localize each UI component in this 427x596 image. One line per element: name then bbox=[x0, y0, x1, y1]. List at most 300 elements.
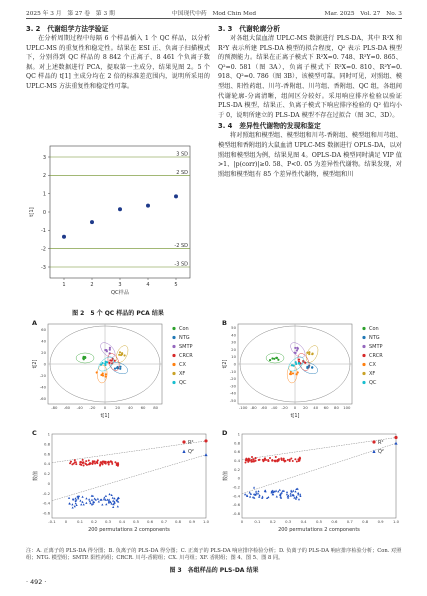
qc-sample-point bbox=[62, 235, 66, 239]
y-tick-label: 0.4 bbox=[43, 461, 50, 467]
legend-marker bbox=[172, 372, 175, 375]
x-tick-label: 0.1 bbox=[76, 519, 84, 524]
permuted-q2-point bbox=[74, 505, 76, 507]
y-tick-label: 3 bbox=[42, 154, 46, 161]
legend-label: CRCR bbox=[369, 353, 383, 359]
permuted-q2-point bbox=[294, 490, 296, 492]
y-tick-label: -1 bbox=[41, 228, 46, 235]
permuted-r2-point bbox=[287, 459, 289, 461]
original-q2-point bbox=[204, 453, 207, 456]
permuted-q2-point bbox=[94, 497, 96, 499]
legend-label: Q² bbox=[188, 449, 194, 455]
permuted-r2-point bbox=[108, 464, 110, 466]
legend-marker bbox=[362, 327, 365, 330]
legend-marker bbox=[172, 327, 175, 330]
legend-marker bbox=[172, 381, 175, 384]
y-tick-label: -0.6 bbox=[42, 510, 50, 516]
permuted-r2-point bbox=[247, 459, 249, 461]
y-tick-label: 0.6 bbox=[233, 449, 240, 455]
x-axis-label: QC样品 bbox=[110, 290, 130, 296]
permuted-q2-point bbox=[117, 505, 119, 507]
permuted-r2-point bbox=[244, 462, 246, 464]
permuted-q2-point bbox=[71, 503, 73, 505]
figure-3c-positive-permutation-test bbox=[30, 428, 212, 538]
x-tick-label: -0.1 bbox=[48, 519, 56, 524]
x-tick-label: -80 bbox=[51, 405, 58, 410]
permuted-q2-point bbox=[79, 500, 81, 502]
legend-label: QC bbox=[369, 380, 377, 386]
x-tick-label: 0.9 bbox=[377, 519, 384, 524]
figure-3b-negative-score-plot bbox=[220, 318, 402, 424]
permuted-r2-point bbox=[263, 459, 265, 461]
y-tick-label: 0.6 bbox=[43, 451, 50, 457]
x-tick-label: 0.2 bbox=[269, 519, 276, 524]
permuted-q2-point bbox=[108, 499, 110, 501]
permuted-r2-point bbox=[111, 461, 113, 463]
x-tick-label: 1.0 bbox=[392, 519, 400, 524]
x-tick-label: 40 bbox=[127, 405, 133, 410]
x-tick-label: -100 bbox=[238, 405, 248, 410]
permuted-r2-point bbox=[84, 462, 86, 464]
legend-label: CX bbox=[369, 362, 376, 368]
legend-label: CX bbox=[179, 362, 186, 368]
x-tick-label: 0 bbox=[240, 519, 244, 524]
legend-marker bbox=[362, 363, 365, 366]
x-tick-label: -40 bbox=[76, 405, 83, 410]
sample-score-point bbox=[109, 349, 111, 351]
y-tick-label: -0.4 bbox=[232, 493, 240, 499]
section-heading-3-4: 3. 4 差异性代谢物的发现和鉴定 bbox=[218, 122, 321, 131]
x-axis-label: t[1] bbox=[100, 413, 110, 419]
y-tick-label: 0 bbox=[47, 480, 50, 486]
sample-score-point bbox=[296, 349, 298, 351]
x-axis-label: 200 permutations 2 components bbox=[88, 527, 170, 533]
qc-sample-point bbox=[118, 207, 122, 211]
permuted-q2-point bbox=[75, 502, 77, 504]
y-tick-label: -3 bbox=[41, 264, 46, 271]
sample-score-point bbox=[108, 362, 110, 364]
sd-line-label: 3 SD bbox=[176, 151, 188, 158]
panel-letter: B bbox=[222, 319, 227, 327]
sample-score-point bbox=[104, 362, 106, 364]
y-axis-label: t[1] bbox=[29, 207, 35, 217]
plot-frame bbox=[242, 434, 396, 518]
legend-label: XF bbox=[369, 371, 376, 377]
permuted-q2-point bbox=[249, 491, 251, 493]
right-column bbox=[218, 24, 402, 179]
permuted-r2-point bbox=[85, 460, 87, 462]
header-journal-issue: 2025 年 3 月 第 27 卷 第 3 期 bbox=[26, 11, 115, 17]
legend-marker bbox=[362, 345, 365, 348]
permuted-r2-point bbox=[284, 460, 286, 462]
legend-marker bbox=[362, 372, 365, 375]
permuted-q2-point bbox=[81, 496, 83, 498]
permuted-q2-point bbox=[112, 506, 114, 508]
permuted-q2-point bbox=[244, 493, 246, 495]
permuted-r2-point bbox=[69, 462, 71, 464]
sample-score-point bbox=[106, 361, 108, 363]
y-tick-label: -20 bbox=[39, 372, 46, 378]
x-tick-label: 80 bbox=[334, 405, 339, 410]
permuted-q2-point bbox=[97, 498, 99, 500]
y-tick-label: 0.8 bbox=[43, 441, 50, 447]
x-tick-label: 0.8 bbox=[174, 519, 182, 524]
permuted-q2-point bbox=[249, 496, 251, 498]
permuted-r2-point bbox=[82, 459, 84, 461]
x-tick-label: 3 bbox=[118, 282, 122, 288]
permuted-q2-point bbox=[290, 495, 292, 497]
permuted-r2-point bbox=[94, 462, 96, 464]
x-tick-label: 1.0 bbox=[202, 519, 210, 524]
legend-marker bbox=[172, 363, 175, 366]
permuted-q2-point bbox=[286, 491, 288, 493]
legend-label: Q² bbox=[378, 449, 384, 455]
section-heading-3-3: 3. 3 代谢轮廓分析 bbox=[218, 25, 280, 33]
x-tick-label: -20 bbox=[281, 405, 288, 410]
sample-score-point bbox=[294, 352, 296, 354]
x-tick-label: 80 bbox=[153, 405, 159, 410]
permuted-q2-point bbox=[85, 502, 87, 504]
sample-score-point bbox=[84, 356, 86, 358]
sample-score-point bbox=[119, 366, 121, 368]
q2-regression-line bbox=[242, 443, 396, 493]
sd-line-label: -2 SD bbox=[174, 243, 188, 250]
x-tick-label: 0.3 bbox=[104, 519, 112, 524]
sample-score-point bbox=[290, 373, 292, 375]
sample-score-point bbox=[105, 373, 107, 375]
permuted-r2-point bbox=[297, 458, 299, 460]
y-tick-label: 0 bbox=[233, 361, 236, 367]
permuted-r2-point bbox=[117, 465, 119, 467]
permuted-r2-point bbox=[92, 460, 94, 462]
y-tick-label: 40 bbox=[231, 332, 236, 338]
x-tick-label: 20 bbox=[302, 405, 308, 410]
y-tick-label: 0.2 bbox=[43, 471, 50, 477]
y-tick-label: 20 bbox=[231, 346, 236, 352]
y-axis-label: t[2] bbox=[32, 359, 38, 369]
sample-score-point bbox=[294, 347, 296, 349]
permuted-r2-point bbox=[92, 462, 94, 464]
panel-letter: D bbox=[222, 429, 228, 437]
permuted-r2-point bbox=[281, 459, 283, 461]
permuted-r2-point bbox=[278, 458, 280, 460]
permuted-q2-point bbox=[81, 501, 83, 503]
y-tick-label: -60 bbox=[39, 395, 46, 401]
permuted-r2-point bbox=[252, 458, 254, 460]
legend-marker bbox=[362, 381, 365, 384]
legend-label: SMTP bbox=[369, 344, 383, 350]
permuted-q2-point bbox=[290, 493, 292, 495]
permuted-q2-point bbox=[105, 503, 107, 505]
permuted-r2-point bbox=[290, 457, 292, 459]
sample-score-point bbox=[273, 358, 275, 360]
permuted-q2-point bbox=[101, 503, 103, 505]
permuted-q2-point bbox=[83, 503, 85, 505]
x-tick-label: 0.9 bbox=[188, 519, 196, 524]
permuted-q2-point bbox=[259, 494, 261, 496]
legend-label: Con bbox=[179, 326, 189, 332]
permuted-q2-point bbox=[253, 486, 255, 488]
panel-letter: C bbox=[32, 429, 37, 437]
permuted-r2-point bbox=[283, 458, 285, 460]
y-tick-label: -50 bbox=[229, 397, 236, 403]
permuted-r2-point bbox=[292, 460, 294, 462]
sample-score-point bbox=[269, 359, 271, 361]
sample-score-point bbox=[102, 374, 104, 376]
y-tick-label: 10 bbox=[231, 354, 236, 360]
section-heading-3-2: 3. 2 代谢组学方法学验证 bbox=[26, 25, 109, 33]
sample-score-point bbox=[105, 375, 107, 377]
original-q2-point bbox=[394, 442, 397, 445]
sample-score-point bbox=[123, 354, 125, 356]
sample-score-point bbox=[292, 372, 294, 374]
permuted-q2-point bbox=[78, 495, 80, 497]
y-tick-label: 30 bbox=[231, 339, 236, 345]
sample-score-point bbox=[82, 357, 84, 359]
y-tick-label: 0.2 bbox=[233, 466, 240, 472]
sample-score-point bbox=[105, 349, 107, 351]
sample-score-point bbox=[120, 354, 122, 356]
qc-sample-point bbox=[90, 220, 94, 224]
figure-3d-negative-permutation-test bbox=[220, 428, 402, 538]
x-tick-label: 1 bbox=[62, 282, 66, 288]
legend-label: XF bbox=[179, 371, 186, 377]
y-tick-label: 0.8 bbox=[233, 440, 240, 446]
permuted-r2-point bbox=[83, 465, 85, 467]
y-tick-label: -0.6 bbox=[232, 502, 240, 508]
permuted-r2-point bbox=[269, 457, 271, 459]
section-paragraph-3-2: 在分析周期过程中每隔 6 个样品插入 1 个 QC 样品，以分析 UPLC-MS 的重复性和稳定性。结果在 ESI 正、负离子扫描模式下，分别得到 QC 样品的 8 842 个正离子、8 461 个负离子数据。对上述数据进行 PCA，提取第一主成分，结果见图 2。5 个 QC 样品的 t[1] 主成分均在 2 倍的标准差范围内，说明所采用的 UPLC-MS 方法重复性和稳定性可靠。 bbox=[26, 35, 210, 90]
x-tick-label: 5 bbox=[174, 282, 178, 288]
sample-score-point bbox=[277, 359, 279, 361]
permuted-r2-point bbox=[296, 460, 298, 462]
permuted-q2-point bbox=[74, 497, 76, 499]
legend-marker bbox=[362, 336, 365, 339]
header-journal-name: 中国现代中药 Mod Chin Med bbox=[171, 11, 257, 17]
sample-score-point bbox=[111, 360, 113, 362]
y-tick-label: -0.4 bbox=[42, 500, 50, 506]
sample-score-point bbox=[96, 371, 98, 373]
sample-score-point bbox=[298, 362, 300, 364]
permuted-r2-point bbox=[75, 463, 77, 465]
sd-line-label: -3 SD bbox=[174, 261, 188, 268]
x-tick-label: -60 bbox=[260, 405, 268, 410]
legend-label: NTG bbox=[369, 335, 380, 341]
legend-marker-r2 bbox=[372, 440, 375, 443]
figure-3-footnote: 注：A. 正离子的 PLS-DA 得分图；B. 负离子的 PLS-DA 得分图；C. 正离子的 PLS-DA 响应排序检验分析；D. 负离子的 PLS-DA 响应排序检验分析；Con. 对照组；NTG. 模型组；SMTP. 阳性药组；CRCR. 川芎-香附组；CX. 川芎组；XF. 香附组；图 4、图 5、图 8 同。 bbox=[26, 548, 402, 562]
permuted-q2-point bbox=[89, 500, 91, 502]
permuted-r2-point bbox=[275, 456, 277, 458]
permuted-r2-point bbox=[251, 456, 253, 458]
x-tick-label: 2 bbox=[90, 282, 94, 288]
x-tick-label: 0.8 bbox=[362, 519, 369, 524]
sample-score-point bbox=[114, 360, 116, 362]
permuted-r2-point bbox=[271, 459, 273, 461]
permuted-q2-point bbox=[299, 493, 301, 495]
permuted-r2-point bbox=[299, 457, 301, 459]
sample-score-point bbox=[119, 351, 121, 353]
permuted-r2-point bbox=[74, 459, 76, 461]
y-tick-label: 0 bbox=[42, 209, 46, 216]
sample-score-point bbox=[117, 366, 119, 368]
y-tick-label: 1 bbox=[237, 431, 240, 437]
permuted-q2-point bbox=[72, 506, 74, 508]
figure-2-pca-chart bbox=[26, 138, 210, 306]
permuted-q2-point bbox=[112, 497, 114, 499]
x-tick-label: 0.6 bbox=[331, 519, 338, 524]
permuted-r2-point bbox=[111, 463, 113, 465]
permuted-q2-point bbox=[108, 493, 110, 495]
y-tick-label: 0.4 bbox=[233, 458, 240, 464]
section-paragraph-3-4: 将对照组和模型组、模型组和川芎-香附组、模型组和川芎组、模型组和香附组的大鼠血清 UPLC-MS 数据进行 OPLS-DA，以对照组和模型组为例，结果见图 4。OPLS-DA 模型同时满足 VIP 值>1、|p(corr)|≥0. 58、P<0. 05 为差异性代谢物。结果发现，对照组和模型组有 85 个差异性代谢物，模型组和川 bbox=[218, 132, 402, 178]
y-axis-label: 数值 bbox=[223, 470, 229, 482]
figure-3a-positive-score-plot bbox=[30, 318, 212, 424]
y-tick-label: -2 bbox=[41, 246, 46, 253]
original-r2-point bbox=[204, 439, 207, 442]
permuted-q2-point bbox=[295, 495, 297, 497]
permuted-r2-point bbox=[96, 462, 98, 464]
permuted-r2-point bbox=[265, 459, 267, 461]
header-issue-date: Mar. 2025 Vol. 27 No. 3 bbox=[324, 11, 402, 17]
x-tick-label: 40 bbox=[313, 405, 319, 410]
y-tick-label: 60 bbox=[41, 327, 46, 333]
permuted-q2-point bbox=[275, 490, 277, 492]
y-tick-label: -0.2 bbox=[232, 484, 240, 490]
legend-marker bbox=[172, 336, 175, 339]
sd-line-label: 2 SD bbox=[176, 169, 188, 176]
permuted-q2-point bbox=[292, 490, 294, 492]
y-tick-label: 1 bbox=[42, 191, 46, 198]
x-tick-label: 0.7 bbox=[160, 519, 168, 524]
left-column bbox=[26, 24, 210, 92]
x-tick-label: 0.1 bbox=[254, 519, 261, 524]
page-number: · 492 · bbox=[26, 578, 47, 586]
y-tick-label: -0.8 bbox=[232, 511, 240, 517]
sample-score-point bbox=[293, 365, 295, 367]
x-tick-label: -20 bbox=[89, 405, 96, 410]
x-tick-label: 0.5 bbox=[132, 519, 140, 524]
permuted-q2-point bbox=[261, 496, 263, 498]
permuted-r2-point bbox=[79, 463, 81, 465]
y-tick-label: -40 bbox=[39, 384, 46, 390]
permuted-q2-point bbox=[98, 500, 100, 502]
permuted-r2-point bbox=[245, 459, 247, 461]
x-tick-label: 60 bbox=[140, 405, 146, 410]
legend-label: Con bbox=[369, 326, 379, 332]
qc-sample-point bbox=[146, 204, 150, 208]
header-rule bbox=[26, 18, 402, 19]
permuted-r2-point bbox=[294, 458, 296, 460]
permuted-r2-point bbox=[97, 459, 99, 461]
x-tick-label: 0.6 bbox=[146, 519, 154, 524]
y-tick-label: -30 bbox=[229, 383, 236, 389]
x-tick-label: 0.7 bbox=[346, 519, 353, 524]
x-tick-label: 0.4 bbox=[300, 519, 307, 524]
permuted-r2-point bbox=[253, 461, 255, 463]
permuted-r2-point bbox=[89, 463, 91, 465]
y-axis-label: 数值 bbox=[33, 470, 39, 482]
permuted-q2-point bbox=[298, 498, 300, 500]
legend-label: R² bbox=[378, 439, 384, 446]
figure-2-caption: 图 2 5 个 QC 样品的 PCA 结果 bbox=[72, 310, 164, 317]
permuted-q2-point bbox=[85, 497, 87, 499]
y-tick-label: -20 bbox=[229, 376, 236, 382]
permuted-r2-point bbox=[102, 460, 104, 462]
permuted-r2-point bbox=[94, 461, 96, 463]
legend-marker bbox=[172, 345, 175, 348]
permuted-q2-point bbox=[111, 494, 113, 496]
permuted-r2-point bbox=[100, 461, 102, 463]
permuted-q2-point bbox=[113, 497, 115, 499]
permuted-q2-point bbox=[290, 490, 292, 492]
legend-marker bbox=[172, 354, 175, 357]
permuted-q2-point bbox=[68, 497, 70, 499]
x-tick-label: 0 bbox=[293, 405, 297, 410]
y-tick-label: -10 bbox=[229, 368, 236, 374]
sample-score-point bbox=[114, 368, 116, 370]
x-tick-label: 0 bbox=[103, 405, 107, 410]
y-tick-label: 40 bbox=[41, 338, 46, 344]
permuted-q2-point bbox=[257, 492, 259, 494]
permuted-q2-point bbox=[112, 500, 114, 502]
legend-marker bbox=[362, 354, 365, 357]
x-tick-label: 0 bbox=[64, 519, 68, 524]
sample-score-point bbox=[296, 347, 298, 349]
x-tick-label: 0.5 bbox=[315, 519, 323, 524]
permuted-r2-point bbox=[99, 465, 101, 467]
figure-3-caption: 图 3 各组样品的 PLS-DA 结果 bbox=[169, 567, 259, 574]
sample-score-point bbox=[308, 353, 310, 355]
permuted-q2-point bbox=[267, 496, 269, 498]
legend-label: R² bbox=[188, 439, 194, 446]
x-tick-label: -80 bbox=[250, 405, 257, 410]
plot-frame bbox=[50, 146, 190, 278]
sample-score-point bbox=[306, 352, 308, 354]
permuted-q2-point bbox=[279, 489, 281, 491]
legend-marker-r2 bbox=[182, 440, 185, 443]
y-tick-label: 0 bbox=[237, 475, 240, 481]
sample-score-point bbox=[296, 373, 298, 375]
legend-label: QC bbox=[179, 380, 187, 386]
permuted-r2-point bbox=[75, 461, 77, 463]
sample-score-point bbox=[295, 363, 297, 365]
x-tick-label: 4 bbox=[146, 282, 150, 288]
legend-label: SMTP bbox=[179, 344, 193, 350]
permuted-q2-point bbox=[105, 495, 107, 497]
permuted-r2-point bbox=[250, 459, 252, 461]
x-tick-label: 0.4 bbox=[118, 519, 126, 524]
x-tick-label: 0.3 bbox=[285, 519, 292, 524]
y-axis-label: t[2] bbox=[222, 359, 228, 369]
legend-label: CRCR bbox=[179, 353, 193, 359]
section-paragraph-3-3: 对各组大鼠血清 UPLC-MS 数据进行 PLS-DA，其中 R²X 和 R²Y 表示所建 PLS-DA 模型的拟合程度，Q² 表示 PLS-DA 模型的预测能力。结果在正离子模式下 R²X=0. 748、R²Y=0. 865、Q²=0. 581（图 3A），负离子模式下 R²X=0. 810、R²Y=0. 918、Q²=0. 786（图 3B），该模型可靠。同时可见，对照组、模型组、阳性药组、川芎-香附组、川芎组、香附组、QC 组，各组间代谢轮廓-分离清晰，组间区分较好。采用响应排序检验以验证 PLS-DA 模型，结果正、负离子模式下响应排序检验的 Q² 值均小于 0，说明所建立的 PLS-DA 模型不存在过拟合（图 3C、3D）。 bbox=[218, 35, 402, 119]
sample-score-point bbox=[119, 368, 121, 370]
permuted-q2-point bbox=[88, 498, 90, 500]
panel-letter: A bbox=[32, 319, 38, 327]
permuted-q2-point bbox=[89, 502, 91, 504]
qc-sample-point bbox=[174, 194, 178, 198]
sample-score-point bbox=[311, 352, 313, 354]
permuted-q2-point bbox=[297, 488, 299, 490]
x-tick-label: 0.2 bbox=[90, 519, 98, 524]
x-tick-label: 100 bbox=[343, 405, 351, 410]
permuted-r2-point bbox=[82, 461, 84, 463]
permuted-q2-point bbox=[80, 503, 82, 505]
permuted-q2-point bbox=[72, 498, 74, 500]
x-axis-label: 200 permutations 2 components bbox=[278, 527, 360, 533]
permuted-q2-point bbox=[255, 490, 257, 492]
x-tick-label: 20 bbox=[115, 405, 121, 410]
